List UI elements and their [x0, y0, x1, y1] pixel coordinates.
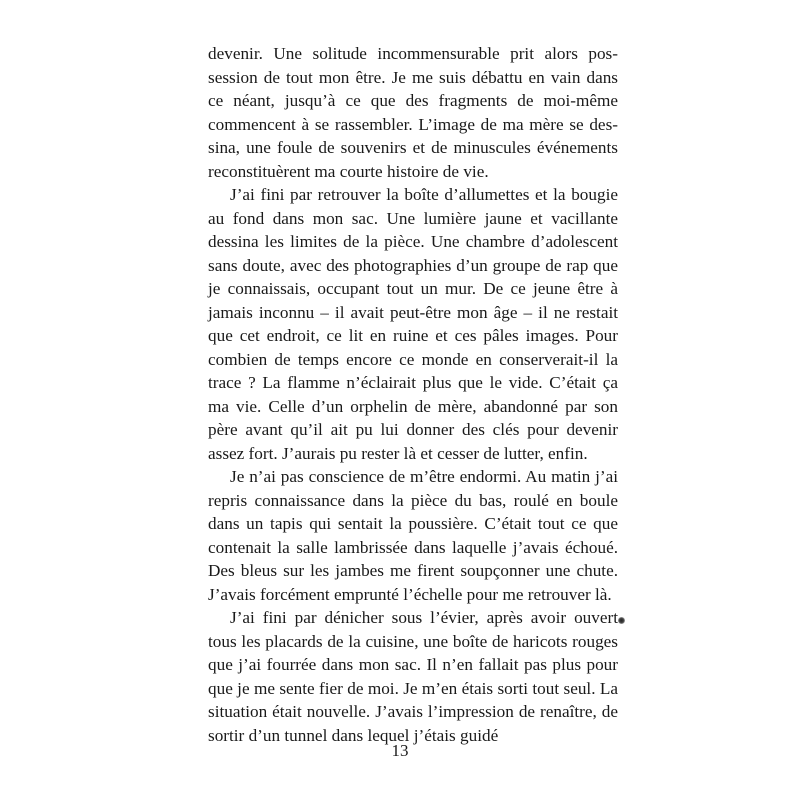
paragraph: J’ai fini par dénicher sous l’évier, après avoir ouvert tous les placards de la cuisine, une boîte de haricots rouges que j’ai fourrée dans mon sac. Il n’en fallait pas plus pour que je me sente fier de moi. Je m’en étais sorti tout seul. La situation était nouvelle. J’avais l’impression de renaître, de sortir d’un tunnel dans lequel j’étais guidé: [208, 608, 618, 745]
paragraph: devenir. Une solitude incommensurable prit alors possession de tout mon être. Je me suis débattu en vain dans ce néant, jusqu’à ce que des fragments de moi-même commencent à se rassembler. L’image de ma mère se dessina, une foule de souvenirs et de minuscules événements reconstituèrent ma courte histoire de vie.: [208, 44, 618, 181]
ink-speck: [618, 617, 625, 624]
paragraph: Je n’ai pas conscience de m’être endormi. Au matin j’ai repris connaissance dans la pièce du bas, roulé en boule dans un tapis qui sentait la poussière. C’était tout ce que contenait la salle lambrissée dans laquelle j’avais échoué. Des bleus sur les jambes me firent soupçonner une chute. J’avais forcément emprunté l’échelle pour me retrouver là.: [208, 467, 618, 604]
paragraph: J’ai fini par retrouver la boîte d’allumettes et la bougie au fond dans mon sac. Une lumière jaune et vacillante dessina les limites de la pièce. Une chambre d’adolescent sans doute, avec des photographies d’un groupe de rap que je connaissais, occupant tout un mur. De ce jeune être à jamais inconnu – il avait peut-être mon âge – il ne restait que cet endroit, ce lit en ruine et ces pâles images. Pour combien de temps encore ce monde en conserverait-il la trace ? La flamme n’éclairait plus que le vide. C’était ça ma vie. Celle d’un orphelin de mère, abandonné par son père avant qu’il ait pu lui donner des clés pour devenir assez fort. J’aurais pu rester là et cesser de lutter, enfin.: [208, 185, 618, 463]
page-number: 13: [391, 741, 409, 760]
body-text: [208, 42, 618, 747]
